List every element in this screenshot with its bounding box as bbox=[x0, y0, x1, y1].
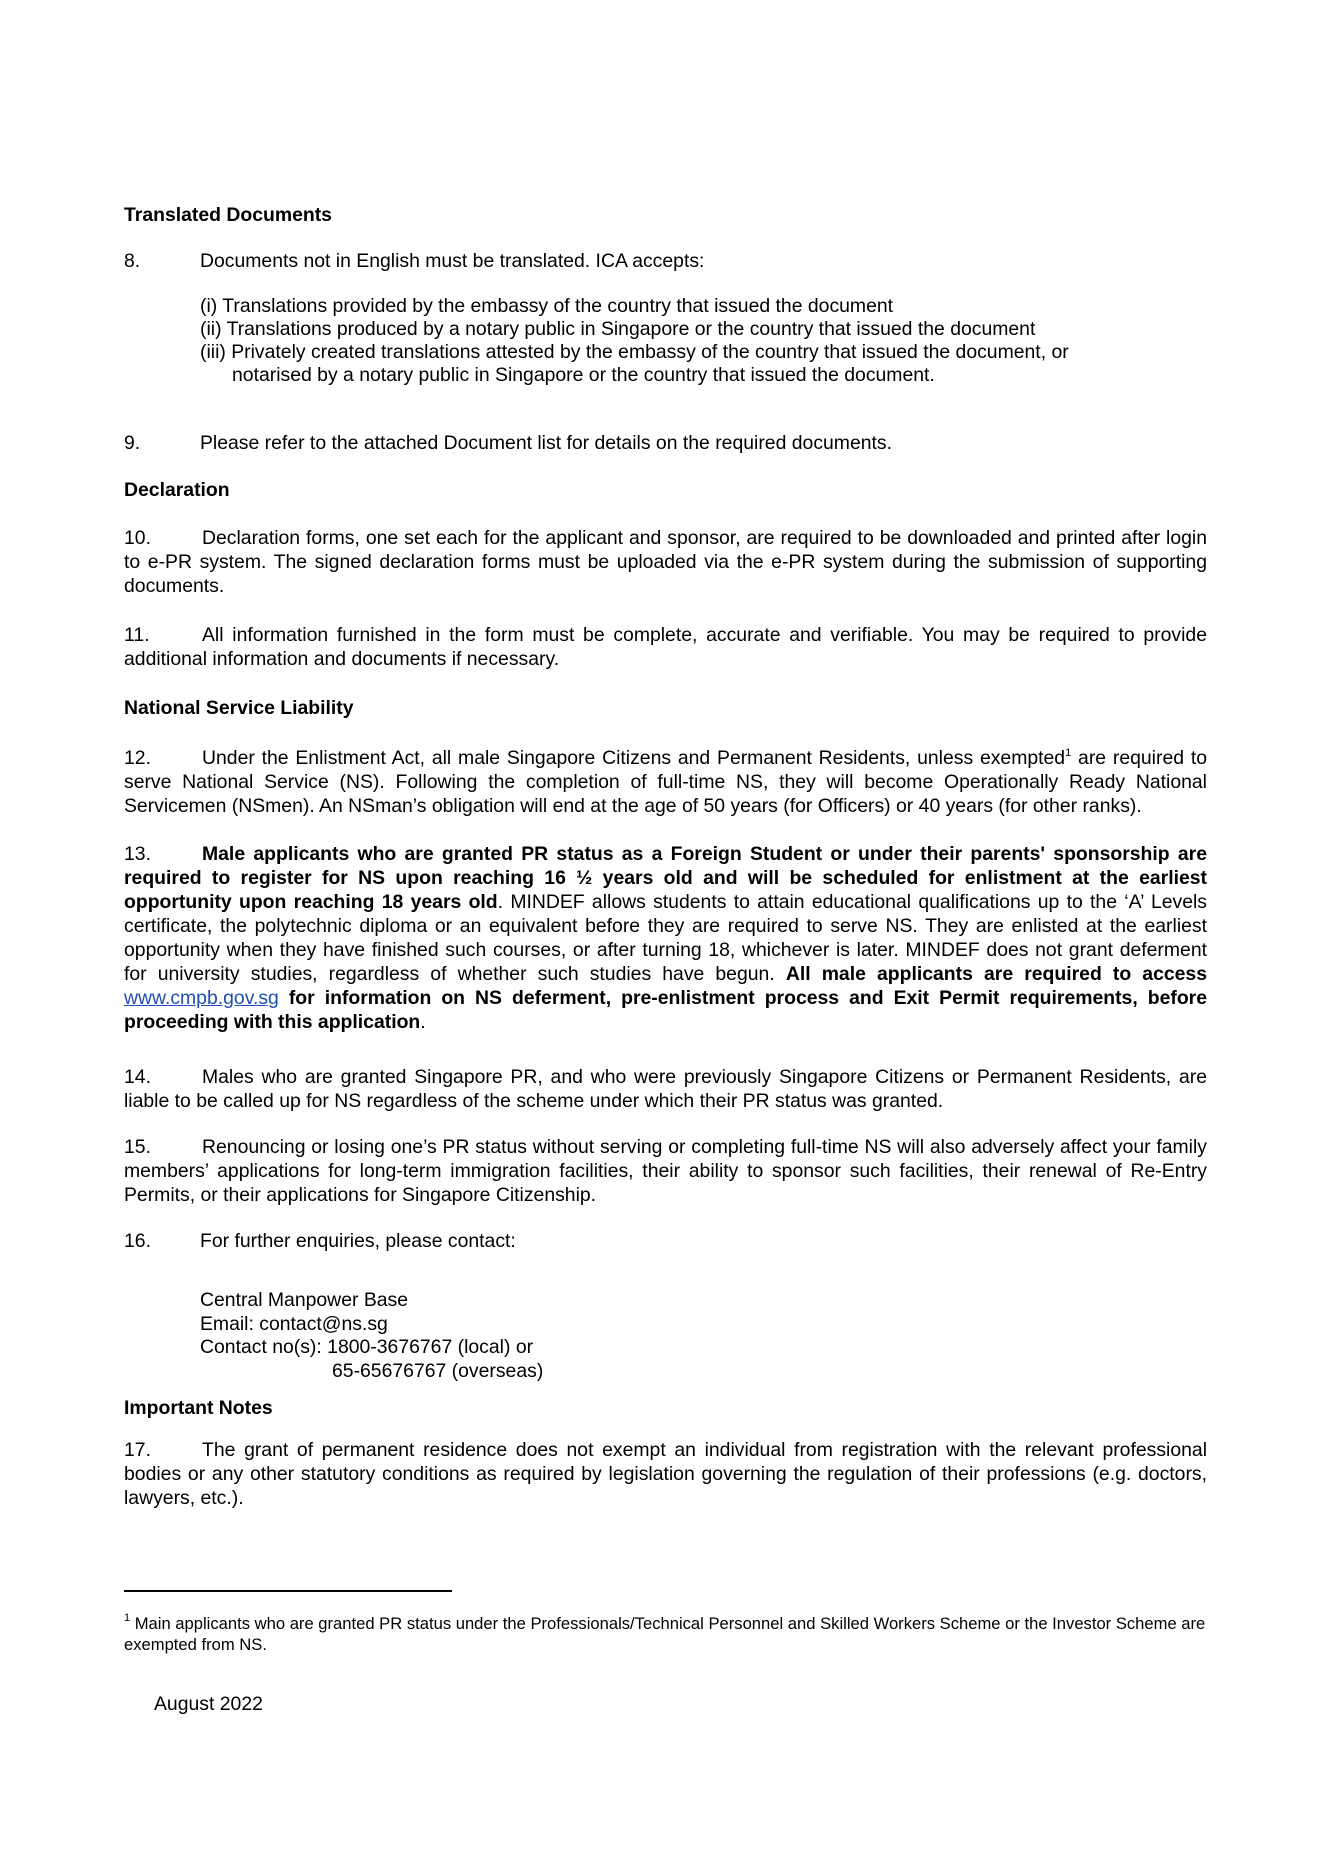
section-heading-translated: Translated Documents bbox=[124, 204, 332, 226]
paragraph-13 bbox=[124, 842, 1207, 1034]
paragraph-number: 17. bbox=[124, 1439, 151, 1461]
paragraph-number: 10. bbox=[124, 527, 151, 549]
paragraph-text: The grant of permanent residence does not exempt an individual from registration with the relevant professional bodies or any other statutory conditions as required by legislation governing the regulation of their professions (e.g. doctors, lawyers, etc.). bbox=[124, 1439, 1207, 1509]
paragraph-number: 11. bbox=[124, 624, 150, 646]
section-heading-notes: Important Notes bbox=[124, 1397, 273, 1419]
contact-block bbox=[124, 1288, 1207, 1384]
paragraph-number: 15. bbox=[124, 1136, 151, 1158]
emphasis-text: Male applicants who are granted PR status as a Foreign Student or under their parents' sponsorship are required to register for NS upon reaching 16 ½ years old and will be scheduled for enlistment at the earliest opportunity upon reaching 18 years old bbox=[124, 843, 1207, 913]
contact-organisation: Central Manpower Base bbox=[200, 1289, 409, 1311]
list-item: (ii) Translations produced by a notary public in Singapore or the country that issued the document bbox=[200, 318, 1036, 340]
paragraph-number: 13. bbox=[124, 843, 151, 865]
paragraph-number: 9. bbox=[124, 432, 141, 454]
paragraph-11 bbox=[124, 623, 1207, 671]
contact-email: Email: contact@ns.sg bbox=[200, 1313, 388, 1335]
document-date: August 2022 bbox=[154, 1693, 263, 1715]
paragraph-text: are required to serve National Service (NS). Following the completion of full-time NS, they will become Operationally Ready National Servicemen (NSmen). An NSman’s obligation will end at the age of 50 years (for Officers) or 40 years (for other ranks). bbox=[124, 747, 1207, 817]
footnote-reference: 1 bbox=[1065, 747, 1072, 759]
emphasis-text: for information on NS deferment, pre-enlistment process and Exit Permit requirements, before proceeding with this application bbox=[124, 987, 1207, 1033]
footnote-mark: 1 bbox=[124, 1612, 131, 1624]
paragraph-number: 8. bbox=[124, 250, 141, 272]
paragraph-text: . bbox=[420, 1011, 426, 1033]
footnote-text: Main applicants who are granted PR status under the Professionals/Technical Personnel and Skilled Workers Scheme or the Investor Scheme are exempted from NS. bbox=[124, 1614, 1206, 1654]
list-item: (iii) Privately created translations attested by the embassy of the country that issued the document, or bbox=[200, 341, 1069, 363]
paragraph-text: All information furnished in the form must be complete, accurate and verifiable. You may be required to provide additional information and documents if necessary. bbox=[124, 624, 1207, 670]
paragraph-15 bbox=[124, 1135, 1207, 1207]
contact-phone-local: Contact no(s): 1800-3676767 (local) or bbox=[200, 1336, 534, 1358]
paragraph-text: Declaration forms, one set each for the applicant and sponsor, are required to be downloaded and printed after login to e-PR system. The signed declaration forms must be uploaded via the e-PR system during the submission of supporting documents. bbox=[124, 527, 1207, 597]
paragraph-text: Documents not in English must be translated. ICA accepts: bbox=[200, 250, 705, 272]
paragraph-number: 16. bbox=[124, 1230, 151, 1252]
paragraph-number: 12. bbox=[124, 747, 151, 769]
section-heading-declaration: Declaration bbox=[124, 479, 230, 501]
paragraph-text: Under the Enlistment Act, all male Singapore Citizens and Permanent Residents, unless exempted bbox=[202, 747, 1066, 769]
paragraph-12 bbox=[124, 746, 1207, 818]
emphasis-text: All male applicants are required to access bbox=[785, 963, 1207, 985]
paragraph-14 bbox=[124, 1065, 1207, 1113]
paragraph-text: Please refer to the attached Document list for details on the required documents. bbox=[200, 432, 892, 454]
paragraph-number: 14. bbox=[124, 1066, 151, 1088]
list-item-continuation: notarised by a notary public in Singapore or the country that issued the document. bbox=[232, 364, 935, 386]
list-item: (i) Translations provided by the embassy of the country that issued the document bbox=[200, 295, 894, 317]
paragraph-text: For further enquiries, please contact: bbox=[200, 1230, 516, 1252]
paragraph-17 bbox=[124, 1438, 1207, 1510]
footnote bbox=[124, 1613, 1207, 1655]
footnote-separator bbox=[124, 1590, 452, 1592]
paragraph-text: Males who are granted Singapore PR, and who were previously Singapore Citizens or Permanent Residents, are liable to be called up for NS regardless of the scheme under which their PR status was granted. bbox=[124, 1066, 1207, 1112]
contact-phone-overseas: 65-65676767 (overseas) bbox=[332, 1360, 544, 1382]
paragraph-text: Renouncing or losing one’s PR status without serving or completing full-time NS will also adversely affect your family members’ applications for long-term immigration facilities, their ability to sponsor such facilities, their renewal of Re-Entry Permits, or their applications for Singapore Citizenship. bbox=[124, 1136, 1207, 1206]
paragraph-10 bbox=[124, 526, 1207, 598]
section-heading-ns: National Service Liability bbox=[124, 697, 354, 719]
paragraph-text: . MINDEF allows students to attain educational qualifications up to the ‘A’ Levels certificate, the polytechnic diploma or an equivalent before they are required to serve NS. They are enlisted at the earliest opportunity when they have finished such courses, or after turning 18, whichever is later. MINDEF does not grant deferment for university studies, regardless of whether such studies have begun. bbox=[124, 891, 1207, 985]
cmpb-link[interactable]: www.cmpb.gov.sg bbox=[124, 987, 279, 1009]
